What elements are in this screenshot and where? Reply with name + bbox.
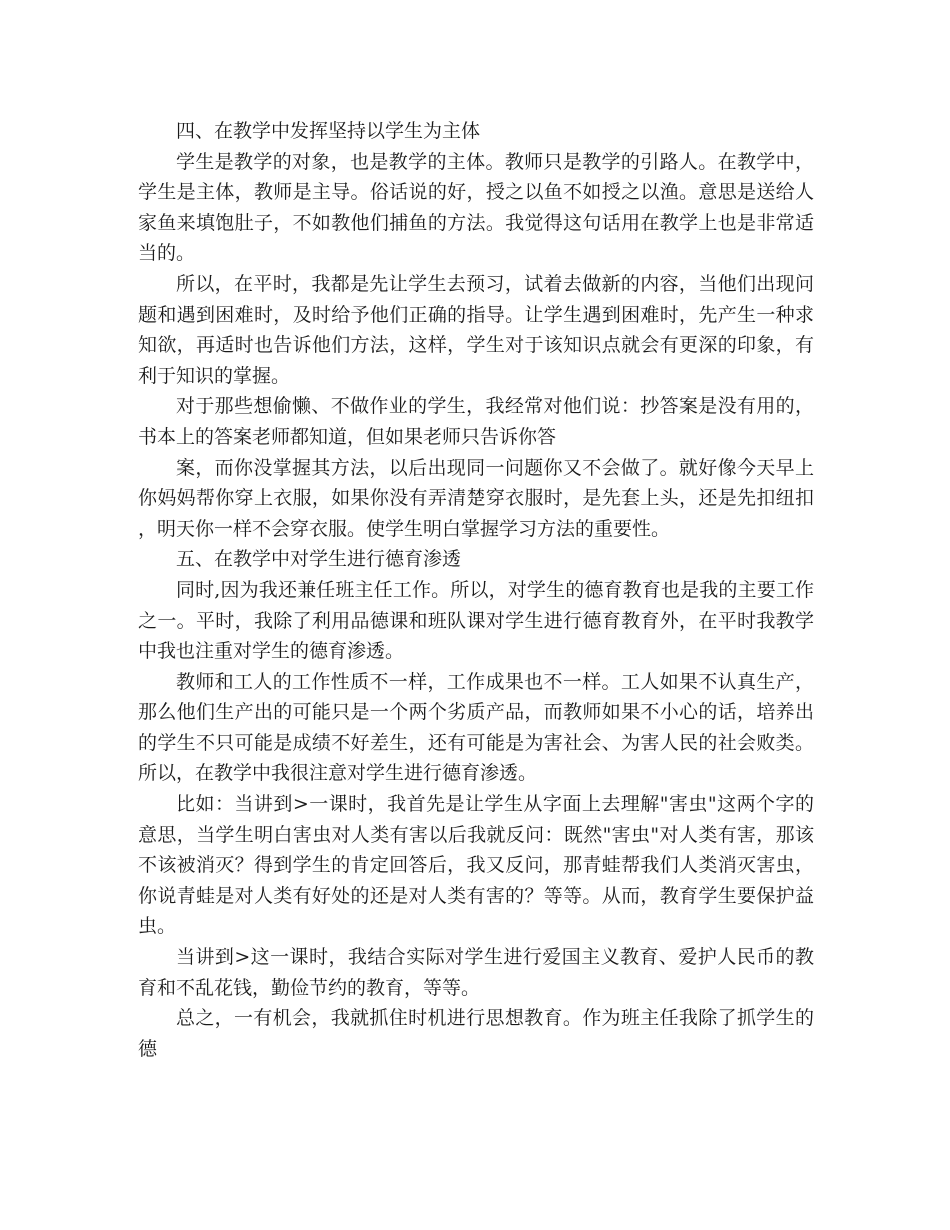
paragraph: 学生是教学的对象，也是教学的主体。教师只是教学的引路人。在教学中，学生是主体，教师是主导。俗话说的好，授之以鱼不如授之以渔。意思是送给人家鱼来填饱肚子，不如教他们捕鱼的方法。我觉得这句话用在教学上也是非常适当的。 <box>138 150 814 265</box>
paragraph: 同时,因为我还兼任班主任工作。所以，对学生的德育教育也是我的主要工作之一。平时，我除了利用品德课和班队课对学生进行德育教育外，在平时我教学中我也注重对学生的德育渗透。 <box>138 578 814 663</box>
document-body <box>138 116 814 1064</box>
paragraph: 总之，一有机会，我就抓住时机进行思想教育。作为班主任我除了抓学生的德 <box>138 1007 814 1060</box>
paragraph: 当讲到>这一课时，我结合实际对学生进行爱国主义教育、爱护人民币的教育和不乱花钱，勤俭节约的教育，等等。 <box>138 946 814 999</box>
paragraph: 教师和工人的工作性质不一样，工作成果也不一样。工人如果不认真生产，那么他们生产出的可能只是一个两个劣质产品，而教师如果不小心的话，培养出的学生不只可能是成绩不好差生，还有可能是为害社会、为害人民的社会败类。所以，在教学中我很注意对学生进行德育渗透。 <box>138 670 814 785</box>
section-heading-4: 四、在教学中发挥坚持以学生为主体 <box>176 120 481 142</box>
paragraph: 案，而你没掌握其方法，以后出现同一问题你又不会做了。就好像今天早上你妈妈帮你穿上衣服，如果你没有弄清楚穿衣服时，是先套上头，还是先扣纽扣，明天你一样不会穿衣服。使学生明白掌握学习方法的重要性。 <box>138 456 814 540</box>
paragraph: 比如：当讲到>一课时，我首先是让学生从字面上去理解"害虫"这两个字的意思，当学生明白害虫对人类有害以后我就反问：既然"害虫"对人类有害，那该不该被消灭？得到学生的肯定回答后，我又反问，那青蛙帮我们人类消灭害虫，你说青蛙是对人类有好处的还是对人类有害的？等等。从而，教育学生要保护益虫。 <box>138 793 814 938</box>
paragraph: 所以，在平时，我都是先让学生去预习，试着去做新的内容，当他们出现问题和遇到困难时，及时给予他们正确的指导。让学生遇到困难时，先产生一种求知欲，再适时也告诉他们方法，这样，学生对于该知识点就会有更深的印象，有利于知识的掌握。 <box>138 272 814 387</box>
section-heading-5: 五、在教学中对学生进行德育渗透 <box>176 548 462 571</box>
paragraph: 对于那些想偷懒、不做作业的学生，我经常对他们说：抄答案是没有用的，书本上的答案老师都知道，但如果老师只告诉你答 <box>138 395 814 448</box>
